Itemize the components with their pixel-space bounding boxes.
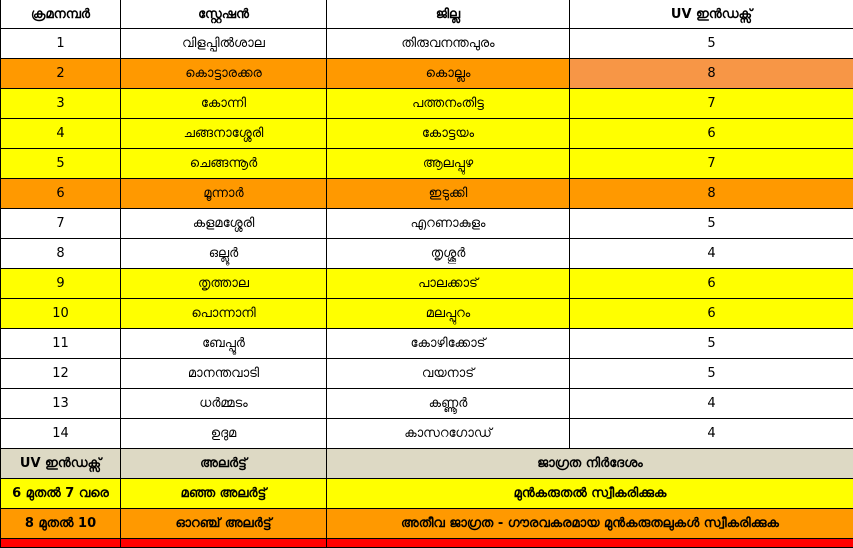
station-cell: മൂന്നാർ	[121, 179, 327, 209]
table-row	[1, 419, 853, 449]
table-row	[1, 239, 853, 269]
district-cell: വയനാട്	[327, 359, 570, 389]
serial-number-cell: 12	[1, 359, 121, 389]
table-row	[1, 389, 853, 419]
station-cell: പൊന്നാനി	[121, 299, 327, 329]
table-row	[1, 329, 853, 359]
uv-index-cell: 6	[570, 119, 853, 149]
station-cell: ചങ്ങനാശ്ശേരി	[121, 119, 327, 149]
serial-number-cell: 14	[1, 419, 121, 449]
serial-number-cell: 4	[1, 119, 121, 149]
table-row	[1, 29, 853, 59]
serial-number-cell: 5	[1, 149, 121, 179]
serial-number-cell: 9	[1, 269, 121, 299]
serial-number-cell: 6	[1, 179, 121, 209]
table-row	[1, 359, 853, 389]
uv-index-cell: 5	[570, 359, 853, 389]
district-cell: കോട്ടയം	[327, 119, 570, 149]
legend-section	[1, 449, 853, 548]
uv-index-cell: 7	[570, 149, 853, 179]
table-row	[1, 179, 853, 209]
legend-range-cell: 6 മുതൽ 7 വരെ	[1, 479, 121, 509]
uv-index-cell: 4	[570, 419, 853, 449]
serial-number-cell: 3	[1, 89, 121, 119]
legend-row	[1, 509, 853, 539]
serial-number-cell: 8	[1, 239, 121, 269]
station-cell: ബേപ്പൂർ	[121, 329, 327, 359]
station-cell: മാനന്തവാടി	[121, 359, 327, 389]
serial-number-cell: 13	[1, 389, 121, 419]
district-cell: മലപ്പുറം	[327, 299, 570, 329]
station-cell: തൃത്താല	[121, 269, 327, 299]
district-cell: കാസറഗോഡ്	[327, 419, 570, 449]
district-cell: എറണാകുളം	[327, 209, 570, 239]
table-row	[1, 89, 853, 119]
uv-index-cell: 7	[570, 89, 853, 119]
legend-header-alert: അലർട്ട്	[121, 449, 327, 479]
serial-number-cell: 11	[1, 329, 121, 359]
legend-alert-cell: മഞ്ഞ അലർട്ട്	[121, 479, 327, 509]
legend-row	[1, 479, 853, 509]
serial-number-cell: 7	[1, 209, 121, 239]
table-row	[1, 149, 853, 179]
legend-range-cell: 8 മുതൽ 10	[1, 509, 121, 539]
station-cell: ചെങ്ങന്നൂർ	[121, 149, 327, 179]
district-cell: ആലപ്പുഴ	[327, 149, 570, 179]
serial-number-cell: 1	[1, 29, 121, 59]
district-cell: പത്തനംതിട്ട	[327, 89, 570, 119]
station-cell: വിളപ്പിൽശാല	[121, 29, 327, 59]
uv-index-cell: 8	[570, 179, 853, 209]
uv-index-cell: 5	[570, 329, 853, 359]
uv-index-cell: 6	[570, 299, 853, 329]
table-body	[1, 29, 853, 449]
serial-number-cell: 2	[1, 59, 121, 89]
legend-alert-cell: ഓറഞ്ച് അലർട്ട്	[121, 509, 327, 539]
header-district: ജില്ല	[327, 0, 570, 29]
uv-index-cell: 8	[570, 59, 853, 89]
uv-index-cell: 5	[570, 29, 853, 59]
legend-header-range: UV ഇൻഡക്സ്	[1, 449, 121, 479]
station-cell: കോന്നി	[121, 89, 327, 119]
legend-alert-cell	[121, 539, 327, 548]
district-cell: കൊല്ലം	[327, 59, 570, 89]
table-row	[1, 269, 853, 299]
legend-advice-cell: അതീവ ജാഗ്രത - ഗൗരവകരമായ മുൻകരുതലുകൾ സ്വീകരിക്കുക	[327, 509, 853, 539]
table-row	[1, 299, 853, 329]
station-cell: ഉദുമ	[121, 419, 327, 449]
uv-index-cell: 4	[570, 389, 853, 419]
station-cell: ധർമ്മടം	[121, 389, 327, 419]
header-uv-index: UV ഇൻഡക്സ്	[570, 0, 853, 29]
header-serial-number: ക്രമനമ്പർ	[1, 0, 121, 29]
table-header-row	[1, 0, 853, 29]
station-cell: ഒല്ലൂർ	[121, 239, 327, 269]
legend-advice-cell: മുൻകരുതൽ സ്വീകരിക്കുക	[327, 479, 853, 509]
uv-index-cell: 6	[570, 269, 853, 299]
district-cell: കണ്ണൂർ	[327, 389, 570, 419]
legend-range-cell	[1, 539, 121, 548]
legend-header-row	[1, 449, 853, 479]
station-cell: കളമശ്ശേരി	[121, 209, 327, 239]
district-cell: പാലക്കാട്	[327, 269, 570, 299]
legend-advice-cell	[327, 539, 853, 548]
district-cell: തിരുവനന്തപുരം	[327, 29, 570, 59]
uv-index-cell: 5	[570, 209, 853, 239]
legend-row	[1, 539, 853, 548]
district-cell: തൃശ്ശൂർ	[327, 239, 570, 269]
table-row	[1, 209, 853, 239]
serial-number-cell: 10	[1, 299, 121, 329]
legend-header-advice: ജാഗ്രത നിർദേശം	[327, 449, 853, 479]
district-cell: ഇടുക്കി	[327, 179, 570, 209]
district-cell: കോഴിക്കോട്	[327, 329, 570, 359]
header-station: സ്റ്റേഷൻ	[121, 0, 327, 29]
table-row	[1, 59, 853, 89]
table-row	[1, 119, 853, 149]
station-cell: കൊട്ടാരക്കര	[121, 59, 327, 89]
uv-index-cell: 4	[570, 239, 853, 269]
